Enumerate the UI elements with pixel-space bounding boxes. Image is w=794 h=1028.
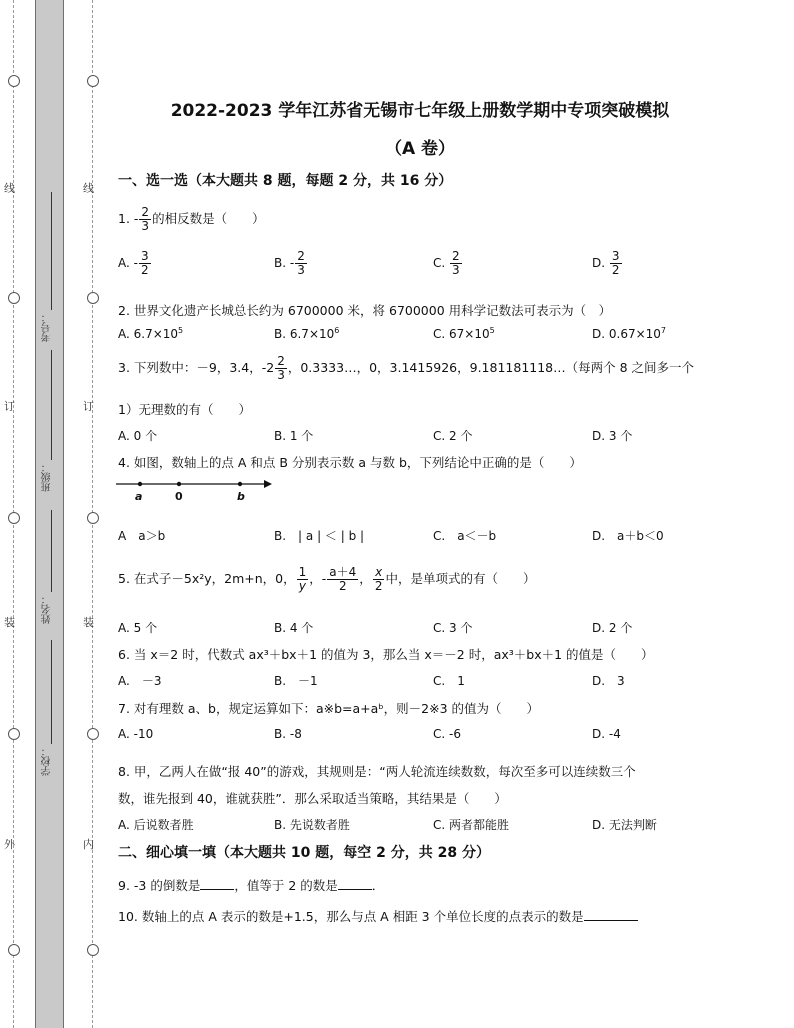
binding-ring [87, 292, 99, 304]
page-title: 2022-2023 学年江苏省无锡市七年级上册数学期中专项突破模拟 [170, 101, 670, 121]
q9-answer-blank-1[interactable] [200, 877, 234, 890]
question-1 [118, 206, 265, 233]
binding-ring [87, 944, 99, 956]
axis-label-b: b [237, 490, 245, 503]
q1-suffix: 的相反数是（ ） [152, 211, 265, 226]
q9-text-a: 9. -3 的倒数是 [118, 878, 201, 893]
school-line [51, 640, 52, 744]
margin-char-zhuang-inner: 装 [83, 616, 94, 629]
q2-option-b [274, 326, 339, 341]
school-label: 学校： [42, 746, 53, 776]
q1-option-a [118, 250, 152, 277]
q3-option-d: D. 3 个 [592, 429, 633, 443]
question-7: 7. 对有理数 a、b，规定运算如下：a※b=a+aᵇ，则－2※3 的值为（ ） [118, 701, 540, 716]
q7-option-c: C. -6 [433, 727, 461, 741]
q1-option-c-frac [450, 250, 462, 277]
q8-option-a: A. 后说数者胜 [118, 818, 194, 832]
q1-option-d [592, 250, 623, 277]
q6-option-a: A. －3 [118, 674, 162, 688]
margin-char-xian-inner: 线 [83, 182, 94, 195]
number-line-arrow-icon [264, 480, 272, 488]
margin-char-nei: 内 [83, 838, 94, 851]
question-8-line-1: 8. 甲，乙两人在做“报 40”的游戏，其规则是：“两人轮流连续数数，每次至多可以连续数三个 [118, 764, 636, 779]
q5-fraction-1 [297, 566, 309, 593]
q9-answer-blank-2[interactable] [338, 877, 372, 890]
frac-den: 3 [297, 263, 305, 277]
q5-fraction-2 [327, 566, 358, 593]
q1-option-b-label: B. - [274, 256, 295, 270]
name-label: 姓名： [42, 594, 53, 624]
frac-den: 3 [452, 263, 460, 277]
binding-ring [87, 728, 99, 740]
q5-separator-1: ，- [309, 571, 327, 586]
frac-num: 2 [452, 249, 460, 263]
q5-fraction-3 [373, 566, 385, 593]
q5-option-a: A. 5 个 [118, 621, 158, 635]
q3-option-c: C. 2 个 [433, 429, 473, 443]
binding-strip [35, 0, 64, 1028]
q1-option-d-label: D. [592, 256, 609, 270]
q6-option-b: B. －1 [274, 674, 318, 688]
q3-option-b: B. 1 个 [274, 429, 314, 443]
frac-num: x [375, 565, 383, 579]
q7-option-d: D. -4 [592, 727, 621, 741]
margin-char-wai: 外 [4, 838, 15, 851]
q6-option-d: D. 3 [592, 674, 625, 688]
q9-text-c: ． [371, 878, 385, 893]
q1-option-b-frac [295, 250, 307, 277]
margin-char-xian-outer: 线 [4, 182, 15, 195]
q4-option-c: C. a＜－b [433, 529, 497, 543]
question-3 [118, 355, 694, 382]
margin-char-ding-outer: 订 [4, 400, 15, 413]
q5-text-a: 5. 在式子－5x²y，2m+n，0， [118, 571, 296, 586]
q10-text: 10. 数轴上的点 A 表示的数是+1.5，那么与点 A 相距 3 个单位长度的点表示的数是 [118, 909, 584, 924]
exam-number-label: 考号： [42, 312, 53, 342]
axis-label-zero: 0 [175, 490, 183, 503]
frac-den: 3 [277, 368, 285, 382]
q5-separator-2: ， [359, 571, 372, 586]
q4-option-a: A a＞b [118, 529, 166, 543]
q7-option-a: A. -10 [118, 727, 154, 741]
q1-option-d-frac [610, 250, 622, 277]
question-2: 2. 世界文化遗产长城总长约为 6700000 米，将 6700000 用科学记数法可表示为（ ） [118, 303, 612, 318]
q10-answer-blank[interactable] [584, 908, 638, 921]
q9-text-b: ，值等于 2 的数是 [234, 878, 338, 893]
binding-ring [8, 292, 20, 304]
q1-option-a-frac [139, 250, 151, 277]
binding-ring [87, 512, 99, 524]
q1-option-c-label: C. [433, 256, 450, 270]
frac-num: 2 [277, 354, 285, 368]
question-4: 4. 如图，数轴上的点 A 和点 B 分别表示数 a 与数 b，下列结论中正确的是（ ） [118, 455, 582, 470]
binding-ring [8, 512, 20, 524]
frac-den: 2 [140, 263, 149, 277]
q2-option-d [592, 326, 666, 341]
q1-frac-num: 2 [141, 205, 150, 219]
q1-option-b [274, 250, 308, 277]
frac-den: 2 [374, 579, 383, 593]
q5-text-b: 中，是单项式的有（ ） [385, 571, 536, 586]
binding-ring [8, 728, 20, 740]
q2-option-a [118, 326, 183, 341]
page-subtitle: （A 卷） [384, 139, 456, 159]
q1-option-a-label: A. - [118, 256, 138, 270]
question-8-line-2: 数，谁先报到 40，谁就获胜”．那么采取适当策略，其结果是（ ） [118, 791, 507, 806]
q2-option-c-exp: 5 [489, 326, 495, 335]
question-6: 6. 当 x＝2 时，代数式 ax³＋bx＋1 的值为 3，那么当 x＝－2 时，ax³＋bx＋1 的值是（ ） [118, 647, 654, 662]
axis-label-a: a [135, 490, 143, 503]
q2-option-d-exp: 7 [660, 326, 667, 335]
question-10 [118, 907, 638, 925]
frac-num: 2 [297, 249, 305, 263]
q2-option-b-base: B. 6.7×10 [274, 327, 335, 341]
q5-option-c: C. 3 个 [433, 621, 473, 635]
q8-option-d: D. 无法判断 [592, 818, 657, 832]
question-5 [118, 566, 535, 593]
q4-option-b: B. | a | ＜ | b | [274, 529, 365, 543]
exam-number-line [51, 192, 52, 310]
q8-option-b: B. 先说数者胜 [274, 818, 350, 832]
q5-option-d: D. 2 个 [592, 621, 633, 635]
q1-fraction [139, 206, 151, 233]
section-2-heading: 二、细心填一填（本大题共 10 题，每空 2 分，共 28 分） [118, 845, 490, 861]
section-1-heading: 一、选一选（本大题共 8 题，每题 2 分，共 16 分） [118, 173, 453, 189]
q2-option-d-base: D. 0.67×10 [592, 327, 661, 341]
q3-option-a: A. 0 个 [118, 429, 158, 443]
margin-char-zhuang-outer: 装 [4, 616, 15, 629]
point-b-dot [238, 482, 242, 486]
binding-ring [87, 75, 99, 87]
q1-frac-den: 3 [141, 219, 150, 233]
q1-prefix: 1. - [118, 211, 139, 226]
frac-den: y [298, 579, 307, 593]
frac-num: 1 [298, 565, 307, 579]
q3-fraction [275, 355, 287, 382]
q2-option-b-exp: 6 [334, 326, 340, 335]
origin-dot [177, 482, 181, 486]
name-line [51, 510, 52, 592]
binding-ring [8, 75, 20, 87]
class-line [51, 350, 52, 460]
question-3-continued: 1）无理数的有（ ） [118, 402, 251, 417]
q3-text-b: ，0.3333…，0，3.1415926，9.181181118…（每两个 8 之间多一个 [287, 360, 695, 375]
q2-option-c [433, 326, 495, 341]
frac-num: 3 [611, 249, 620, 263]
q8-option-c: C. 两者都能胜 [433, 818, 510, 832]
q3-text-a: 3. 下列数中：－9，3.4，-2 [118, 360, 275, 375]
question-9 [118, 876, 384, 894]
q1-option-c [433, 250, 463, 277]
binding-ring [8, 944, 20, 956]
frac-den: 2 [611, 263, 620, 277]
q4-option-d: D. a＋b＜0 [592, 529, 664, 543]
margin-char-ding-inner: 订 [83, 400, 94, 413]
q2-option-a-exp: 5 [178, 326, 184, 335]
point-a-dot [138, 482, 142, 486]
q6-option-c: C. 1 [433, 674, 465, 688]
q5-option-b: B. 4 个 [274, 621, 314, 635]
q2-option-a-base: A. 6.7×10 [118, 327, 179, 341]
frac-den: 2 [338, 579, 347, 593]
q7-option-b: B. -8 [274, 727, 302, 741]
frac-num: 3 [140, 249, 149, 263]
q2-option-c-base: C. 67×10 [433, 327, 490, 341]
class-label: 班级： [42, 462, 53, 492]
frac-num: a＋4 [329, 565, 357, 579]
